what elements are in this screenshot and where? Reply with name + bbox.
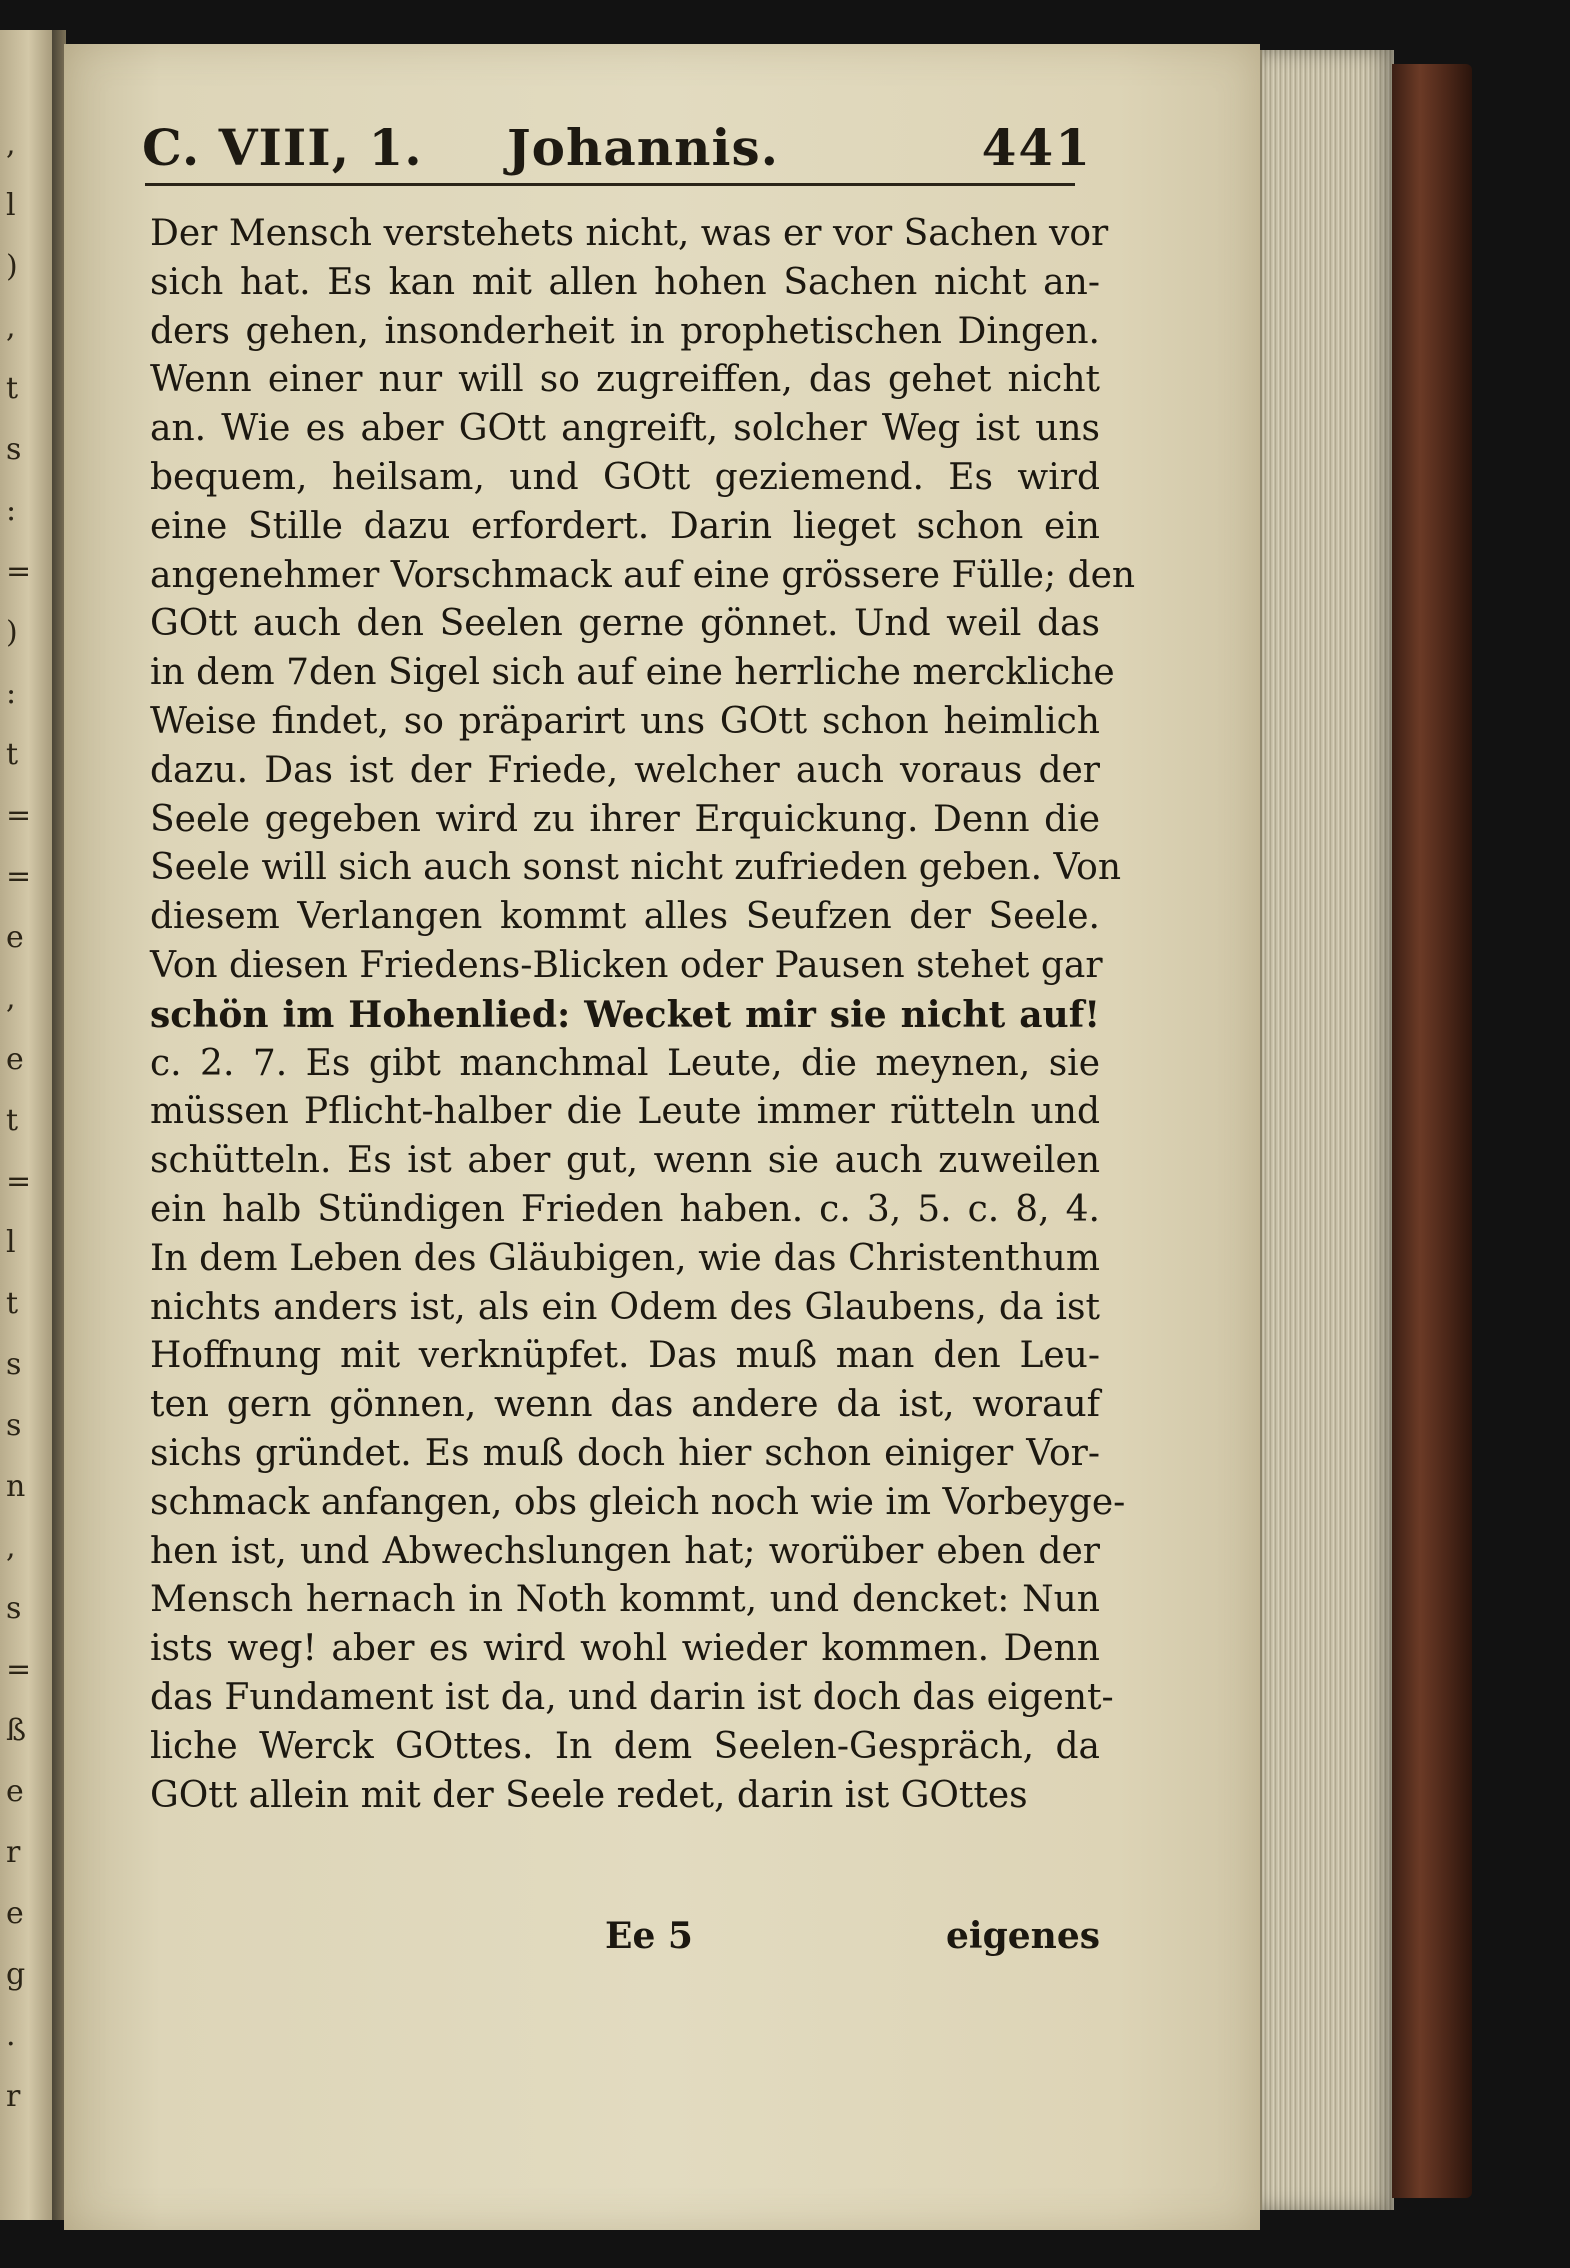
text-line: Mensch hernach in Noth kommt, und dencket: Nun bbox=[150, 1579, 1100, 1621]
left-page-fragment: : bbox=[6, 676, 17, 711]
left-page-fragment: = bbox=[6, 1164, 32, 1199]
left-page-fragment: n bbox=[6, 1469, 26, 1504]
left-page-fragment: . bbox=[6, 2018, 16, 2053]
left-page-fragment: t bbox=[6, 1103, 19, 1138]
leather-cover-edge bbox=[1392, 64, 1472, 2198]
text-line: Hoffnung mit verknüpfet. Das muß man den Leu- bbox=[150, 1335, 1100, 1377]
text-line: Wenn einer nur will so zugreiffen, das gehet nicht bbox=[150, 359, 1100, 401]
text-line: GOtt allein mit der Seele redet, darin ist GOttes bbox=[150, 1774, 1028, 1816]
left-page-fragment: , bbox=[6, 310, 16, 345]
catchword: eigenes bbox=[945, 1915, 1100, 1957]
page-footer bbox=[150, 1915, 1100, 1975]
text-line: ists weg! aber es wird wohl wieder kommen. Denn bbox=[150, 1628, 1100, 1670]
left-facing-page bbox=[0, 30, 54, 2220]
left-page-fragment: t bbox=[6, 1286, 19, 1321]
left-page-fragment: t bbox=[6, 371, 19, 406]
text-line: hen ist, und Abwechslungen hat; worüber eben der bbox=[150, 1530, 1100, 1572]
text-line: müssen Pflicht-halber die Leute immer rütteln und bbox=[150, 1091, 1100, 1133]
running-title: Johannis. bbox=[507, 118, 780, 177]
text-line: diesem Verlangen kommt alles Seufzen der Seele. bbox=[150, 896, 1100, 938]
page-block-edges bbox=[1260, 50, 1394, 2210]
text-line: c. 2. 7. Es gibt manchmal Leute, die meynen, sie bbox=[150, 1042, 1100, 1084]
running-header bbox=[142, 118, 1092, 188]
left-page-fragment: : bbox=[6, 493, 17, 528]
left-page-fragment: = bbox=[6, 1652, 32, 1687]
left-page-fragment: e bbox=[6, 1042, 24, 1077]
text-line: In dem Leben des Gläubigen, wie das Christenthum bbox=[150, 1237, 1100, 1279]
text-line: sichs gründet. Es muß doch hier schon einiger Vor- bbox=[150, 1432, 1100, 1474]
left-page-fragment: = bbox=[6, 859, 32, 894]
text-line: GOtt auch den Seelen gerne gönnet. Und weil das bbox=[150, 603, 1100, 645]
text-line: in dem 7den Sigel sich auf eine herrliche merckliche bbox=[150, 652, 1115, 694]
left-page-fragment: r bbox=[6, 2079, 21, 2114]
text-line: Seele will sich auch sonst nicht zufrieden geben. Von bbox=[150, 847, 1122, 889]
left-page-fragment: ) bbox=[6, 249, 18, 284]
left-page-fragment: , bbox=[6, 127, 16, 162]
left-page-fragment: e bbox=[6, 920, 24, 955]
text-line: an. Wie es aber GOtt angreift, solcher Weg ist uns bbox=[150, 408, 1100, 450]
text-line: Von diesen Friedens-Blicken oder Pausen stehet gar bbox=[150, 944, 1103, 986]
text-line: bequem, heilsam, und GOtt geziemend. Es wird bbox=[150, 456, 1100, 498]
header-rule bbox=[145, 183, 1075, 186]
text-line: ten gern gönnen, wenn das andere da ist, worauf bbox=[150, 1384, 1100, 1426]
text-line: eine Stille dazu erfordert. Darin lieget schon ein bbox=[150, 505, 1100, 547]
left-page-fragment: s bbox=[6, 432, 22, 467]
text-line: Der Mensch verstehets nicht, was er vor Sachen vor bbox=[150, 213, 1109, 254]
left-page-fragment: ß bbox=[6, 1713, 27, 1748]
left-page-fragment: l bbox=[6, 188, 16, 223]
text-line-emphasized: schön im Hohenlied: Wecket mir sie nicht auf! bbox=[150, 993, 1100, 1036]
text-line: ders gehen, insonderheit in prophetischen Dingen. bbox=[150, 310, 1100, 352]
text-line: sich hat. Es kan mit allen hohen Sachen nicht an- bbox=[150, 261, 1100, 303]
signature-mark: Ee 5 bbox=[605, 1915, 693, 1957]
left-page-fragment: e bbox=[6, 1896, 24, 1931]
text-line: dazu. Das ist der Friede, welcher auch voraus der bbox=[150, 749, 1100, 791]
left-page-fragment: t bbox=[6, 737, 19, 772]
left-page-fragment: ) bbox=[6, 615, 18, 650]
left-page-fragment: s bbox=[6, 1408, 22, 1443]
page-number: 441 bbox=[981, 118, 1092, 177]
left-page-fragment: s bbox=[6, 1347, 22, 1382]
left-page-fragment: l bbox=[6, 1225, 16, 1260]
text-line: angenehmer Vorschmack auf eine grössere Fülle; den bbox=[150, 554, 1136, 596]
chapter-reference: C. VIII, 1. bbox=[142, 118, 423, 177]
left-page-fragment: r bbox=[6, 1835, 21, 1870]
text-line: Weise findet, so präparirt uns GOtt schon heimlich bbox=[150, 700, 1100, 742]
left-page-fragment: = bbox=[6, 554, 32, 589]
text-line: schmack anfangen, obs gleich noch wie im Vorbeyge- bbox=[150, 1481, 1126, 1523]
body-text bbox=[150, 210, 1136, 1820]
text-line: liche Werck GOttes. In dem Seelen-Gespräch, da bbox=[150, 1725, 1100, 1767]
text-line: nichts anders ist, als ein Odem des Glaubens, da ist bbox=[150, 1286, 1100, 1328]
left-page-fragment: g bbox=[6, 1957, 26, 1992]
text-line: ein halb Stündigen Frieden haben. c. 3, 5. c. 8, 4. bbox=[150, 1188, 1100, 1230]
left-page-fragment: = bbox=[6, 798, 32, 833]
left-page-fragment: , bbox=[6, 1530, 16, 1565]
left-page-fragment: , bbox=[6, 981, 16, 1016]
text-line: das Fundament ist da, und darin ist doch das eigent- bbox=[150, 1676, 1114, 1718]
text-line: schütteln. Es ist aber gut, wenn sie auch zuweilen bbox=[150, 1140, 1100, 1182]
left-page-fragment: e bbox=[6, 1774, 24, 1809]
text-line: Seele gegeben wird zu ihrer Erquickung. Denn die bbox=[150, 798, 1100, 840]
left-page-fragment: s bbox=[6, 1591, 22, 1626]
